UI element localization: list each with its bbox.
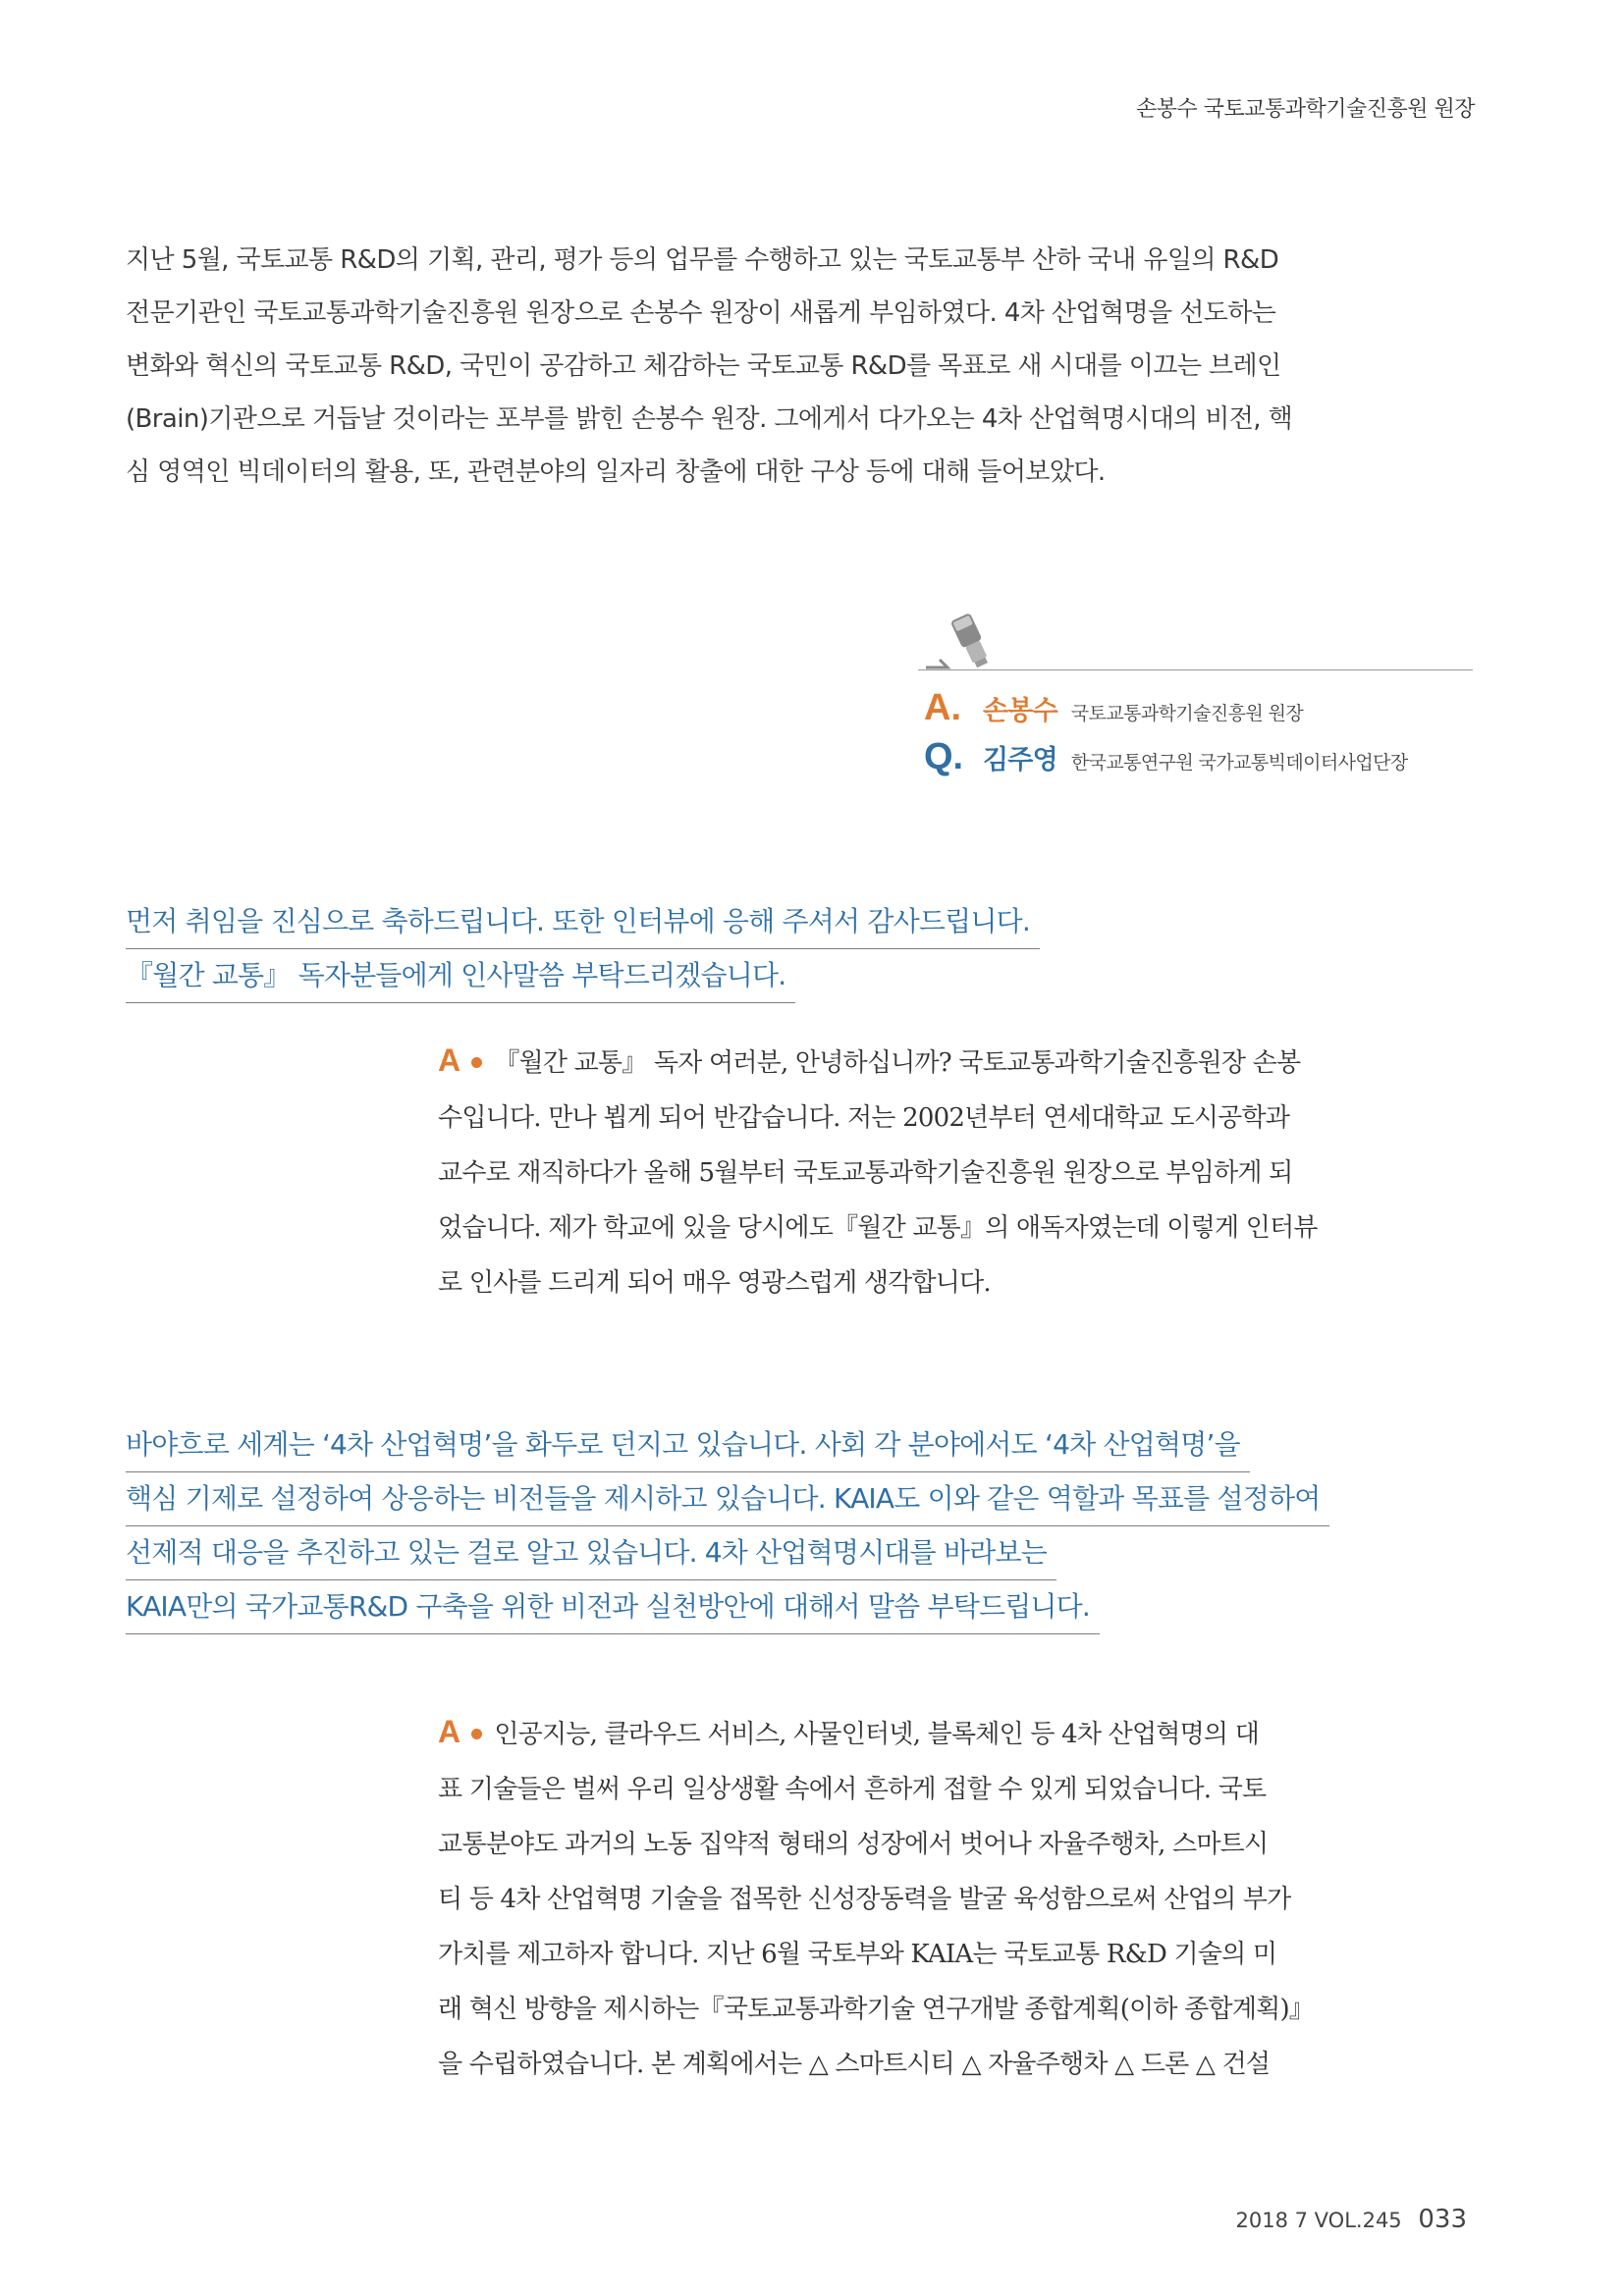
bullet-dot-icon — [471, 1729, 482, 1739]
answer-line: 수입니다. 만나 뵙게 되어 반갑습니다. 저는 2002년부터 연세대학교 도시공학과 — [438, 1103, 1290, 1133]
question-2 — [126, 1418, 1329, 1634]
intro-line: (Brain)기관으로 거듭날 것이라는 포부를 밝힌 손봉수 원장. 그에게서 다가오는 4차 산업혁명시대의 비전, 핵 — [126, 404, 1293, 434]
answer-mark: A — [438, 1042, 460, 1078]
intro-paragraph — [126, 234, 1469, 499]
questioner-row — [924, 736, 1408, 779]
answer-1 — [438, 1033, 1469, 1310]
question-1 — [126, 895, 1040, 1003]
running-head: 손봉수 국토교통과학기술진흥원 원장 — [1135, 97, 1475, 122]
question-line: 『월간 교통』 독자분들에게 인사말씀 부탁드리겠습니다. — [126, 949, 795, 1003]
intro-line: 지난 5월, 국토교통 R&D의 기획, 관리, 평가 등의 업무를 수행하고 있는 국토교통부 산하 국내 유일의 R&D — [126, 245, 1279, 275]
answer-line — [438, 1704, 1469, 1762]
answer-2 — [438, 1704, 1469, 2092]
answer-line: 가치를 제고하자 합니다. 지난 6월 국토부와 KAIA는 국토교통 R&D 기술의 미 — [438, 1940, 1277, 1969]
question-line: 바야흐로 세계는 ‘4차 산업혁명’을 화두로 던지고 있습니다. 사회 각 분야에서도 ‘4차 산업혁명’을 — [126, 1418, 1250, 1472]
questioner-name: 김주영 — [983, 745, 1057, 775]
answerer-name: 손봉수 — [983, 696, 1057, 726]
answer-line: 로 인사를 드리게 되어 매우 영광스럽게 생각합니다. — [438, 1268, 991, 1298]
answerer-row — [924, 687, 1303, 730]
bullet-dot-icon — [471, 1057, 482, 1068]
question-line: KAIA만의 국가교통R&D 구축을 위한 비전과 실천방안에 대해서 말씀 부탁드립니다. — [126, 1580, 1100, 1634]
question-line: 핵심 기제로 설정하여 상응하는 비전들을 제시하고 있습니다. KAIA도 이와 같은 역할과 목표를 설정하여 — [126, 1472, 1329, 1526]
page-number: 033 — [1418, 2205, 1467, 2234]
answer-line: 래 혁신 방향을 제시하는『국토교통과학기술 연구개발 종합계획(이하 종합계획)』 — [438, 1995, 1314, 2024]
participants-box — [918, 609, 1473, 795]
questioner-role: 한국교통연구원 국가교통빅데이터사업단장 — [1070, 752, 1408, 774]
answer-line: 었습니다. 제가 학교에 있을 당시에도『월간 교통』의 애독자였는데 이렇게 인터뷰 — [438, 1213, 1318, 1243]
microphone-icon — [918, 609, 1016, 677]
answer-line: 교수로 재직하다가 올해 5월부터 국토교통과학기술진흥원 원장으로 부임하게 되 — [438, 1158, 1293, 1188]
intro-line: 변화와 혁신의 국토교통 R&D, 국민이 공감하고 체감하는 국토교통 R&D를 목표로 새 시대를 이끄는 브레인 — [126, 351, 1281, 381]
answer-line: 을 수립하였습니다. 본 계획에서는 △ 스마트시티 △ 자율주행차 △ 드론 △ 건설 — [438, 2050, 1271, 2079]
page-footer — [1236, 2205, 1467, 2234]
answerer-letter: A. — [924, 687, 961, 728]
answer-mark: A — [438, 1714, 460, 1749]
questioner-letter: Q. — [924, 736, 964, 777]
answer-line: 교통분야도 과거의 노동 집약적 형태의 성장에서 벗어나 자율주행차, 스마트시 — [438, 1830, 1269, 1859]
answer-line: 표 기술들은 벌써 우리 일상생활 속에서 흔하게 접할 수 있게 되었습니다. 국토 — [438, 1775, 1267, 1804]
intro-line: 전문기관인 국토교통과학기술진흥원 원장으로 손봉수 원장이 새롭게 부임하였다. 4차 산업혁명을 선도하는 — [126, 298, 1276, 328]
issue-info: 2018 7 VOL.245 — [1235, 2209, 1402, 2232]
answerer-role: 국토교통과학기술진흥원 원장 — [1070, 703, 1304, 724]
question-line: 선제적 대응을 추진하고 있는 걸로 알고 있습니다. 4차 산업혁명시대를 바라보는 — [126, 1526, 1056, 1580]
answer-text: 『월간 교통』 독자 여러분, 안녕하십니까? 국토교통과학기술진흥원장 손봉 — [494, 1048, 1301, 1078]
answer-text: 인공지능, 클라우드 서비스, 사물인터넷, 블록체인 등 4차 산업혁명의 대 — [494, 1720, 1260, 1749]
answer-line — [438, 1033, 1469, 1091]
question-line: 먼저 취임을 진심으로 축하드립니다. 또한 인터뷰에 응해 주셔서 감사드립니다. — [126, 895, 1040, 949]
intro-line: 심 영역인 빅데이터의 활용, 또, 관련분야의 일자리 창출에 대한 구상 등에 대해 들어보았다. — [126, 457, 1106, 487]
answer-line: 티 등 4차 산업혁명 기술을 접목한 신성장동력을 발굴 육성함으로써 산업의 부가 — [438, 1885, 1291, 1914]
participants-divider — [918, 669, 1473, 670]
